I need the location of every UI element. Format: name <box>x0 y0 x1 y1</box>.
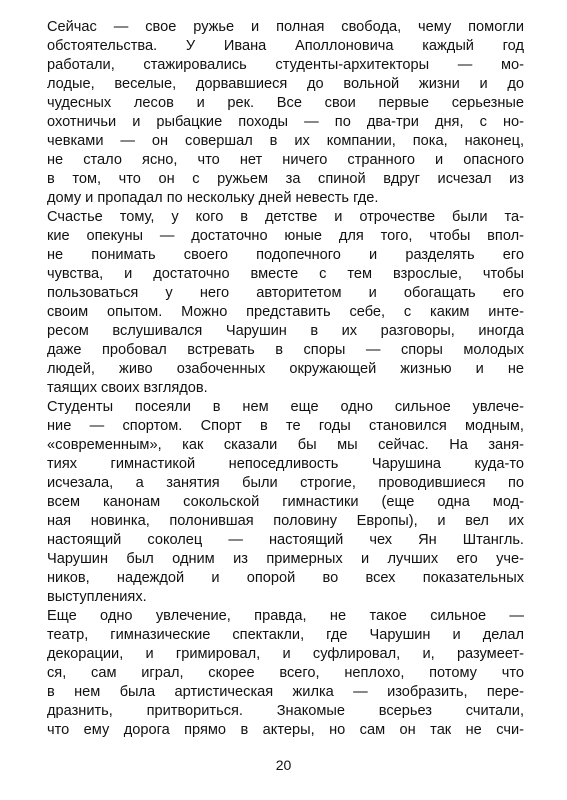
text-line: Чарушин был одним из примерных и лучших его уче- <box>47 551 524 567</box>
text-line: в том, что он с ружьем за спиной вдруг исчезал из <box>47 171 524 187</box>
text-line: чевками — он совершал в их компании, пока, наконец, <box>47 133 524 149</box>
text-line: Студенты посеяли в нем еще одно сильное увлече- <box>47 399 524 415</box>
text-line: театр, гимназические спектакли, где Чарушин и делал <box>47 627 524 643</box>
text-line: Сейчас — свое ружье и полная свобода, чему помогли <box>47 19 524 35</box>
text-line: ние — спортом. Спорт в те годы становился модным, <box>47 418 524 434</box>
text-line: тиях гимнастикой непоседливость Чарушина куда-то <box>47 456 524 472</box>
text-line: ресом вслушивался Чарушин в их разговоры, иногда <box>47 323 524 339</box>
text-line: ная новинка, полонившая половину Европы), и вел их <box>47 513 524 529</box>
paragraph <box>47 607 524 740</box>
text-line: охотничьи и рыбацкие походы — по два-три дня, с но- <box>47 114 524 130</box>
text-line: чудесных лесов и рек. Все свои первые серьезные <box>47 95 524 111</box>
paragraph <box>47 208 524 398</box>
text-line: работали, стажировались студенты-архитекторы — мо- <box>47 57 524 73</box>
text-line: ся, сам играл, скорее всего, неплохо, потому что <box>47 665 524 681</box>
text-line: кие опекуны — достаточно юные для того, чтобы впол- <box>47 228 524 244</box>
text-line: «современным», как сказали бы мы сейчас. На заня- <box>47 437 524 453</box>
text-line: настоящий соколец — настоящий чех Ян Штангль. <box>47 532 524 548</box>
text-line: всем канонам сокольской гимнастики (еще одна мод- <box>47 494 524 510</box>
text-line: дразнить, притвориться. Знакомые всерьез считали, <box>47 703 524 719</box>
text-line: ников, надеждой и опорой во всех показательных <box>47 570 524 586</box>
text-line: своим опытом. Можно представить себе, с каким инте- <box>47 304 524 320</box>
text-line: пользоваться у него авторитетом и обогащать его <box>47 285 524 301</box>
text-line: не понимать своего подопечного и разделять его <box>47 247 524 263</box>
text-line: не стало ясно, что нет ничего странного и опасного <box>47 152 524 168</box>
text-line: в нем была артистическая жилка — изобразить, пере- <box>47 684 524 700</box>
text-line: исчезала, а занятия были строгие, проводившиеся по <box>47 475 524 491</box>
text-line: Еще одно увлечение, правда, не такое сильное — <box>47 608 524 624</box>
paragraph <box>47 18 524 208</box>
text-line: даже пробовал встревать в споры — споры молодых <box>47 342 524 358</box>
text-line: людей, живо озабоченных окружающей жизнью и не <box>47 361 524 377</box>
text-line: чувства, и достаточно вместе с тем взрослые, чтобы <box>47 266 524 282</box>
text-line: обстоятельства. У Ивана Аполлоновича каждый год <box>47 38 524 54</box>
text-line: дому и пропадал по нескольку дней невесть где. <box>47 190 379 206</box>
page-number: 20 <box>275 757 292 773</box>
body-text <box>47 18 524 740</box>
text-line: выступлениях. <box>47 589 147 605</box>
text-line: что ему дорога прямо в актеры, но сам он так не счи- <box>47 722 524 738</box>
text-line: декорации, и гримировал, и суфлировал, и, разумеет- <box>47 646 524 662</box>
text-line: Счастье тому, у кого в детстве и отрочестве были та- <box>47 209 524 225</box>
paragraph <box>47 398 524 607</box>
text-line: лодые, веселые, дорвавшиеся до вольной жизни и до <box>47 76 524 92</box>
text-line: таящих своих взглядов. <box>47 380 208 396</box>
